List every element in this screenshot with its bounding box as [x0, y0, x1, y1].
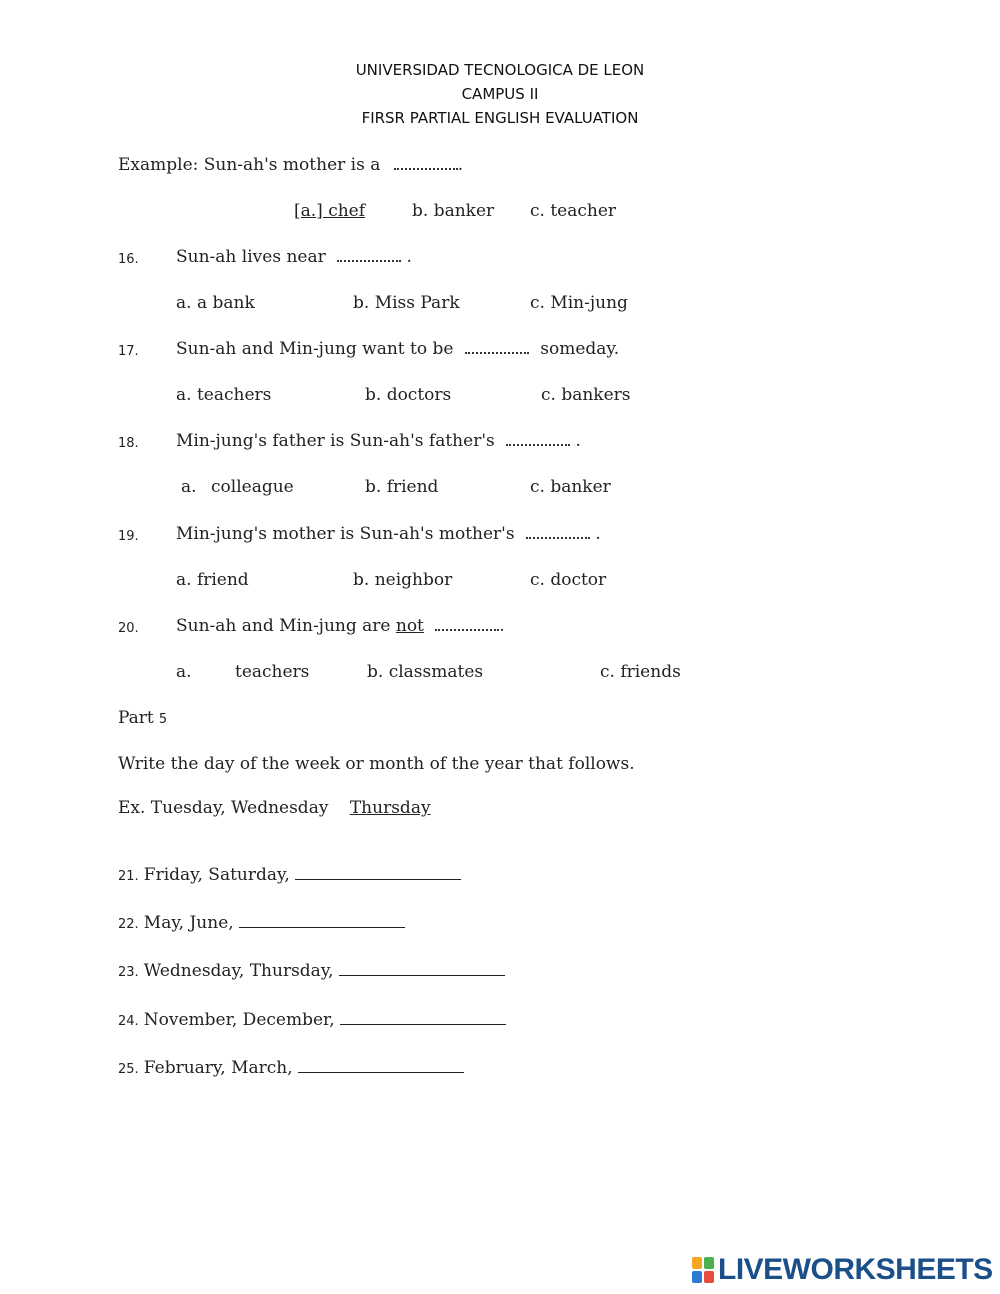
- example-option-b: b. banker: [412, 201, 495, 221]
- header-exam-title: FIRSR PARTIAL ENGLISH EVALUATION: [361, 109, 639, 127]
- question-18-text: Min-jung's father is Sun-ah's father's .: [176, 431, 581, 451]
- q18-option-c[interactable]: c. banker: [530, 477, 611, 497]
- answer-blank[interactable]: [465, 340, 529, 354]
- list-item: 23. Wednesday, Thursday,: [118, 961, 505, 981]
- logo-text: LIVEWORKSHEETS: [718, 1253, 993, 1286]
- question-number: 17.: [118, 344, 139, 359]
- answer-line[interactable]: [295, 865, 461, 880]
- answer-line[interactable]: [298, 1058, 464, 1073]
- question-17-text: Sun-ah and Min-jung want to be someday.: [176, 339, 620, 359]
- question-number: 19.: [118, 529, 139, 544]
- example-after: .: [457, 155, 464, 175]
- question-19-text: Min-jung's mother is Sun-ah's mother's .: [176, 524, 601, 544]
- answer-line[interactable]: [239, 913, 405, 928]
- q20-option-c[interactable]: c. friends: [600, 662, 681, 682]
- question-16-text: Sun-ah lives near .: [176, 247, 412, 267]
- example-text: Example: Sun-ah's mother is a: [118, 155, 381, 175]
- question-number: 20.: [118, 621, 139, 636]
- q18-option-b[interactable]: b. friend: [365, 477, 439, 497]
- q20-option-a-letter[interactable]: a.: [176, 662, 192, 682]
- part5-instruction: Write the day of the week or month of the year that follows.: [118, 754, 635, 774]
- q16-option-b[interactable]: b. Miss Park: [353, 293, 460, 313]
- q20-option-b[interactable]: b. classmates: [367, 662, 484, 682]
- example-blank: [394, 156, 458, 170]
- emphasis-not: not: [395, 616, 424, 636]
- part5-example: Ex. Tuesday, Wednesday Thursday: [118, 798, 431, 818]
- answer-blank[interactable]: [526, 525, 590, 539]
- question-20-text: Sun-ah and Min-jung are not .: [176, 616, 505, 636]
- q17-option-a[interactable]: a. teachers: [176, 385, 272, 405]
- q18-option-a-letter[interactable]: a.: [181, 477, 197, 497]
- list-item: 22. May, June,: [118, 913, 405, 933]
- example-option-a: [a.] chef: [294, 201, 366, 221]
- q19-option-a[interactable]: a. friend: [176, 570, 249, 590]
- answer-blank[interactable]: [435, 617, 499, 631]
- part5-example-answer: Thursday: [349, 798, 431, 818]
- q16-option-c[interactable]: c. Min-jung: [530, 293, 628, 313]
- question-number: 18.: [118, 436, 139, 451]
- logo-icon: [692, 1257, 714, 1283]
- q16-option-a[interactable]: a. a bank: [176, 293, 255, 313]
- answer-line[interactable]: [339, 961, 505, 976]
- part5-title: Part 5: [118, 708, 168, 728]
- q19-option-c[interactable]: c. doctor: [530, 570, 607, 590]
- example-option-c: c. teacher: [530, 201, 617, 221]
- header-campus: CAMPUS II: [461, 85, 539, 103]
- header-institution: UNIVERSIDAD TECNOLOGICA DE LEON: [355, 61, 645, 79]
- q19-option-b[interactable]: b. neighbor: [353, 570, 453, 590]
- liveworksheets-logo: [692, 1252, 993, 1288]
- answer-blank[interactable]: [337, 248, 401, 262]
- question-number: 16.: [118, 252, 139, 267]
- q20-option-a-text[interactable]: teachers: [235, 662, 310, 682]
- answer-line[interactable]: [340, 1010, 506, 1025]
- example-question: [118, 155, 463, 175]
- list-item: 24. November, December,: [118, 1010, 506, 1030]
- list-item: 25. February, March,: [118, 1058, 464, 1078]
- answer-blank[interactable]: [506, 432, 570, 446]
- q17-option-b[interactable]: b. doctors: [365, 385, 452, 405]
- list-item: 21. Friday, Saturday,: [118, 865, 461, 885]
- q18-option-a-text[interactable]: colleague: [211, 477, 294, 497]
- q17-option-c[interactable]: c. bankers: [541, 385, 631, 405]
